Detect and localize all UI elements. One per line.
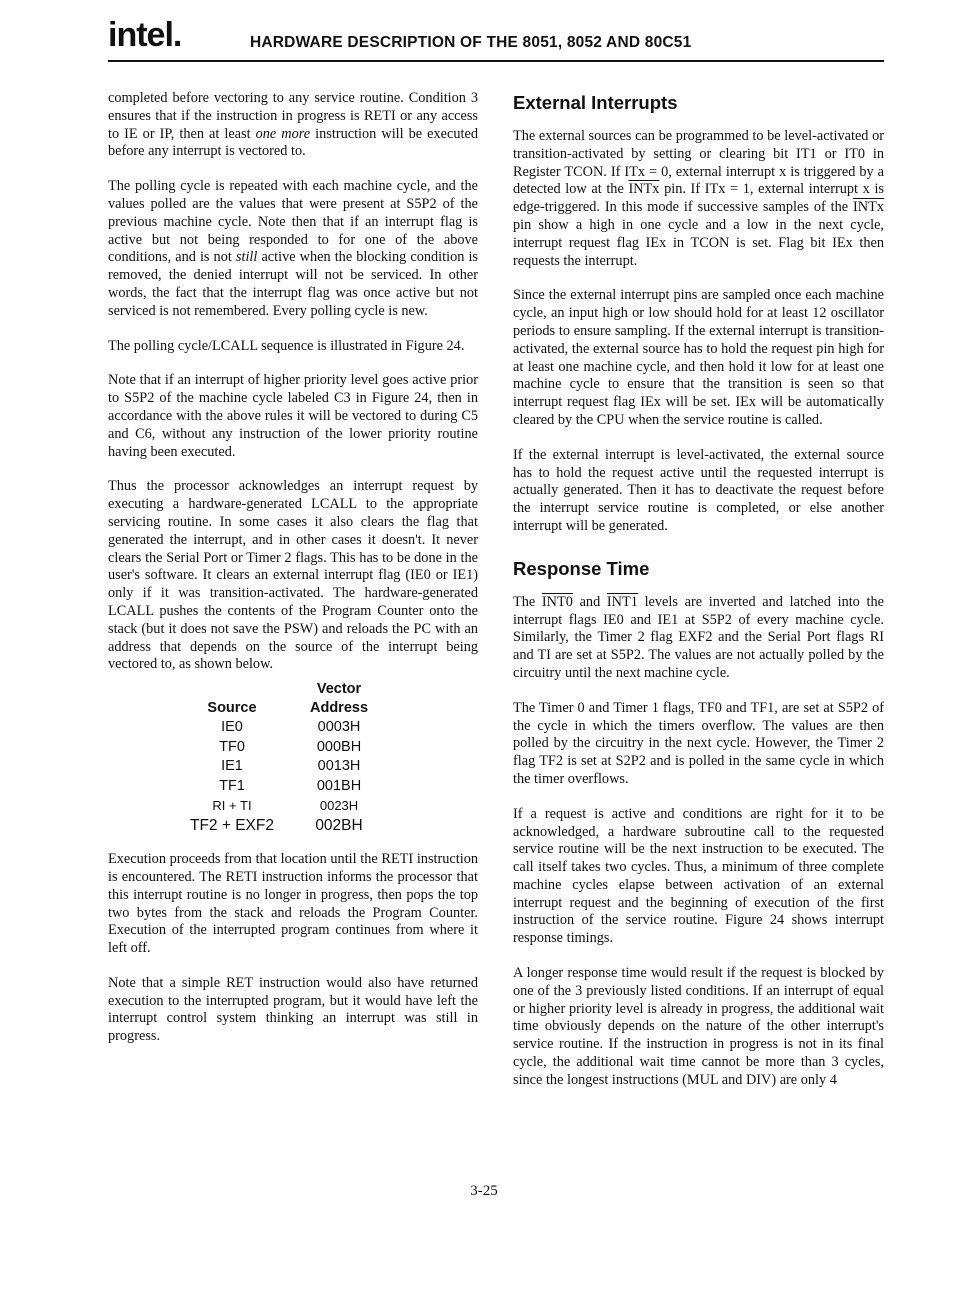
table-header-source: Source [207, 700, 257, 717]
right-column [513, 90, 884, 1107]
paragraph: The Timer 0 and Timer 1 flags, TF0 and TF1, are set at S5P2 of the cycle in which the timers overflow. The values are then polled by the circuitry in the next cycle. However, the Timer 2 flag TF2 is set at S2P2 and is polled in the same cycle in which the timer overflows. [513, 699, 884, 787]
table-row: IE0 0003H [221, 719, 361, 736]
paragraph: If a request is active and conditions are right for it to be acknowledged, a hardware subroutine call to the requested service routine will be the next instruction to be executed. The call itself takes two cycles. Thus, a minimum of three complete machine cycles elapse between activation of an external interrupt request and the beginning of execution of the first instruction of the service routine. Figure 24 shows interrupt response timings. [513, 805, 884, 947]
paragraph: completed before vectoring to any service routine. Condition 3 ensures that if the instruction in progress is RETI or any access to IE or IP, then at least one more instruction will be executed before any interrupt is vectored to. [108, 90, 478, 160]
table-row: TF0 000BH [219, 738, 362, 755]
paragraph: Since the external interrupt pins are sampled once each machine cycle, an input high or low should hold for at least 12 oscillator periods to ensure sampling. If the external interrupt is transition-activated, the external source has to hold the request pin high for at least one machine cycle, and then hold it low for at least one machine cycle to ensure that the transition is seen so that interrupt request flag IEx will be set. IEx will be automatically cleared by the CPU when the service routine is called. [513, 287, 884, 428]
paragraph: The INT0 and INT1 levels are inverted and latched into the interrupt flags IE0 and IE1 at S5P2 of every machine cycle. Similarly, the Timer 2 flag EXF2 and the Serial Port flags RI and TI are set at S5P2. The values are not actually polled by the circuitry until the next machine cycle. [513, 593, 884, 681]
section-heading-response-time: Response Time [513, 557, 650, 579]
paragraph: Thus the processor acknowledges an interrupt request by executing a hardware-generated LCALL to the appropriate servicing routine. In some cases it also clears the flag that generated the interrupt, and in other cases it doesn't. It never clears the Serial Port or Timer 2 flags. This has to be done in the user's software. It clears an external interrupt flag (IE0 or IE1) only if it was transition-activated. The hardware-generated LCALL pushes the contents of the Program Counter onto the stack (but it does not save the PSW) and reloads the PC with an address that depends on the source of the interrupt being vectored to, as shown below. [108, 478, 478, 673]
paragraph: A longer response time would result if the request is blocked by one of the 3 previously listed conditions. If an interrupt of equal or higher priority level is already in progress, the additional wait time obviously depends on the nature of the other interrupt's service routine. If the instruction in progress is not in its final cycle, the additional wait time cannot be more than 3 cycles, since the longest instructions (MUL and DIV) are only 4 [513, 965, 884, 1088]
header-rule [108, 60, 884, 62]
page-header [108, 14, 884, 62]
paragraph: The external sources can be programmed to be level-activated or transition-activated by setting or clearing bit IT1 or IT0 in Register TCON. If ITx = 0, external interrupt x is triggered by a detected low at the INTx pin. If ITx = 1, external interrupt x is edge-triggered. In this mode if successive samples of the INTx pin show a high in one cycle and a low in the next cycle, interrupt request flag IEx in TCON is set. Flag bit IEx then requests the interrupt. [513, 128, 884, 269]
paragraph: The polling cycle/LCALL sequence is illustrated in Figure 24. [108, 337, 465, 354]
paragraph: If the external interrupt is level-activated, the external source has to hold the request active until the requested interrupt is actually generated. Then it has to deactivate the request before the interrupt service routine is completed, or else another interrupt will be generated. [513, 446, 884, 534]
paragraph: Note that a simple RET instruction would also have returned execution to the interrupted program, but it would have left the interrupt control system thinking an interrupt was still in progress. [108, 974, 478, 1045]
table-row: TF2 + EXF2 002BH [190, 816, 363, 834]
section-heading-external-interrupts: External Interrupts [513, 92, 678, 113]
header-title: HARDWARE DESCRIPTION OF THE 8051, 8052 AND 80C51 [250, 34, 692, 51]
paragraph: Execution proceeds from that location until the RETI instruction is encountered. The RETI instruction informs the processor that this interrupt routine is no longer in progress, then pops the top two bytes from the stack and reloads the Program Counter. Execution of the interrupted program continues from where it left off. [108, 851, 478, 957]
table-row: IE1 0013H [221, 758, 361, 775]
table-row: RI + TI 0023H [212, 798, 359, 814]
table-row: TF1 001BH [219, 777, 362, 794]
paragraph: Note that if an interrupt of higher priority level goes active prior to S5P2 of the machine cycle labeled C3 in Figure 24, then in accordance with the above rules it will be vectored to during C5 and C6, without any instruction of the lower priority routine having been executed. [108, 372, 478, 460]
table-header-vector-address: Vector Address [310, 681, 369, 717]
left-column [108, 90, 478, 1063]
page-number: 3-25 [470, 1183, 498, 1199]
paragraph: The polling cycle is repeated with each machine cycle, and the values polled are the values that were present at S5P2 of the previous machine cycle. Note then that if an interrupt flag is active but not being responded to for one of the above conditions, and is not still active when the blocking condition is removed, the denied interrupt will not be serviced. In other words, the fact that the interrupt flag was once active but not serviced is not remembered. Every polling cycle is new. [108, 178, 478, 319]
vector-address-table [172, 680, 386, 835]
intel-logo: intel. [108, 16, 182, 54]
